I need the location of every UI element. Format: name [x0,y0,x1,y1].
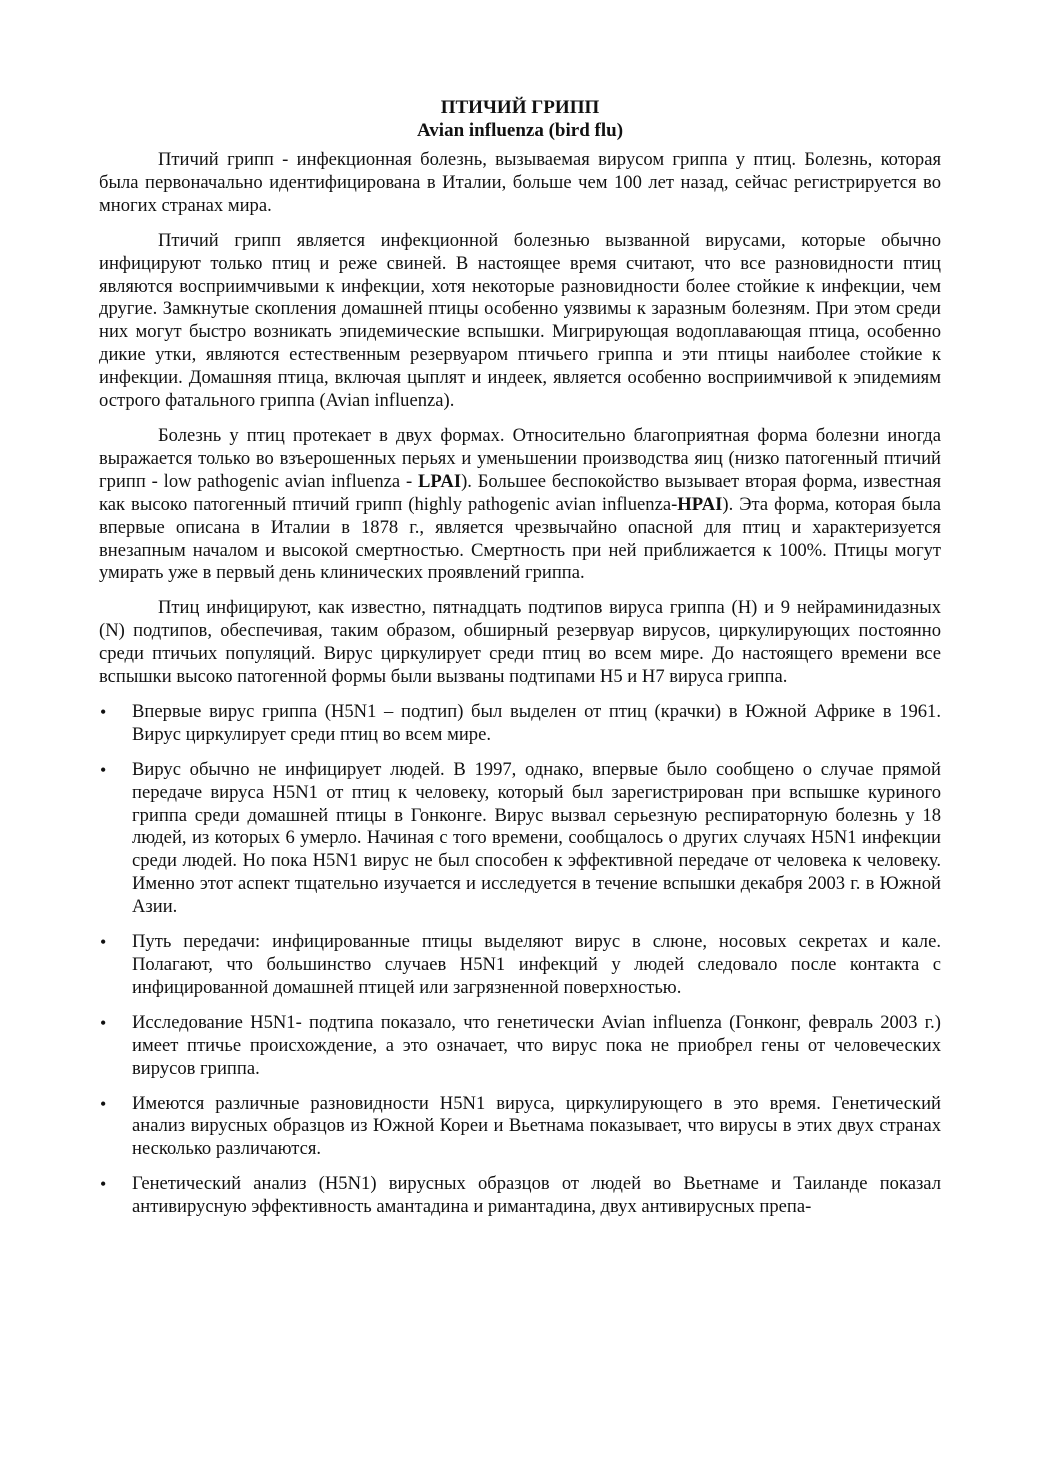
list-item-text: Генетический анализ (H5N1) вирусных образцов от людей во Вьетнаме и Таиланде показал антивирусную эффективность амантадина и римантадина, двух антивирусных препа- [132,1173,941,1218]
document-title: ПТИЧИЙ ГРИПП [440,97,600,118]
document-content [99,96,941,1231]
list-item-text: Исследование H5N1- подтипа показало, что генетически Avian influenza (Гонконг, февраль 2003 г.) имеет птичье происхождение, а это означает, что вирус пока не приобрел гены от человеческих вирусов гриппа. [132,1011,941,1079]
bullet-icon: • [100,701,107,722]
paragraph-forms-part-1: Болезнь у птиц протекает в двух формах. Относительно благоприятная форма болезни иногда выражается только во взъерошенных перьях и уменьшении производства яиц (низко патогенный птичий грипп - low pathogenic avian influenza - [99,424,941,492]
paragraph-forms [99,425,941,585]
bullet-icon: • [100,1012,107,1033]
list-item [99,1093,941,1162]
list-item-text: Впервые вирус гриппа (H5N1 – подтип) был выделен от птиц (крачки) в Южной Африке в 1961. Вирус циркулирует среди птиц во всем мире. [132,700,941,745]
hpai-abbreviation: HPAI [677,493,723,515]
list-item [99,701,941,747]
list-item [99,931,941,1000]
bullet-list [99,701,941,1219]
bullet-icon: • [100,932,107,953]
document-body [99,149,941,1219]
list-item-text: Имеются различные разновидности H5N1 вируса, циркулирующего в это время. Генетический анализ вирусных образцов из Южной Кореи и Вьетнама показывает, что вирусы в этих двух странах несколько различаются. [132,1092,941,1160]
lpai-abbreviation: LPAI [418,470,462,492]
paragraph-intro: Птичий грипп - инфекционная болезнь, вызываемая вирусом гриппа у птиц. Болезнь, которая была первоначально идентифицирована в Италии, больше чем 100 лет назад, сейчас регистрируется во многих странах мира. [99,149,941,216]
list-item [99,759,941,919]
bullet-icon: • [100,759,107,780]
list-item-text: Вирус обычно не инфицирует людей. В 1997, однако, впервые было сообщено о случае прямой передаче вируса H5N1 от птиц к человеку, который был зарегистрирован при вспышке куриного гриппа среди домашней птицы в Гонконге. Вирус вызвал серьезную респираторную болезнь у 18 людей, из которых 6 умерло. Начиная с того времени, сообщалось о других случаях H5N1 инфекции среди людей. Но пока H5N1 вирус не был способен к эффективной передаче от человека к человеку. Именно этот аспект тщательно изучается и исследуется в течение вспышки декабря 2003 г. в Южной Азии. [132,758,941,918]
bullet-icon: • [100,1174,107,1195]
list-item [99,1173,941,1219]
document-subtitle: Avian influenza (bird flu) [416,120,624,141]
bullet-icon: • [100,1093,107,1114]
paragraph-infection: Птичий грипп является инфекционной болезнью вызванной вирусами, которые обычно инфицируют только птиц и реже свиней. В настоящее время считают, что все разновидности птиц являются восприимчивыми к инфекции, хотя некоторые разновидности более стойкие к инфекции, чем другие. Замкнутые скопления домашней птицы особенно уязвимы к заразным болезням. При этом среди них могут быстро возникать эпидемические вспышки. Мигрирующая водоплавающая птица, особенно дикие утки, являются естественным резервуаром птичьего гриппа и эти птицы наиболее стойкие к инфекции. Домашняя птица, включая цыплят и индеек, является особенно восприимчивой к эпидемиям острого фатального гриппа (Avian influenza). [99,229,941,412]
paragraph-forms-part-3: ). Эта форма, которая была впервые описана в Италии в 1878 г., является чрезвычайно опасной для птиц и характеризуется внезапным началом и высокой смертностью. Смертность при ней приближается к 100%. Птицы могут умирать уже в первый день клинических проявлений гриппа. [99,493,942,584]
paragraph-forms-part-2: ). Большее беспокойство вызывает вторая форма, известная как высоко патогенный птичий грипп (highly pathogenic avian influenza- [99,470,941,515]
list-item [99,1012,941,1081]
paragraph-subtypes: Птиц инфицируют, как известно, пятнадцать подтипов вируса гриппа (H) и 9 нейраминидазных (N) подтипов, обеспечивая, таким образом, обширный резервуар вирусов, циркулирующих постоянно среди птичьих популяций. Вирус циркулирует среди птиц во всем мире. До настоящего времени все вспышки высоко патогенной формы были вызваны подтипами H5 и H7 вируса гриппа. [99,597,941,688]
list-item-text: Путь передачи: инфицированные птицы выделяют вирус в слюне, носовых секретах и кале. Полагают, что большинство случаев H5N1 инфекций у людей следовало после контакта с инфицированной домашней птицей или загрязненной поверхностью. [132,931,941,998]
